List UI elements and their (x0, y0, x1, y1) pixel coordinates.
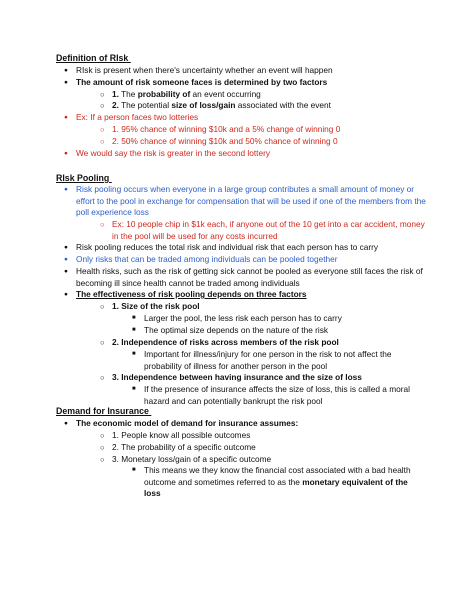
list-item: ● Ex: If a person faces two lotteries (64, 112, 199, 122)
list-item: ○ 1. People know all possible outcomes (100, 430, 251, 440)
bullet-circle-icon: ○ (100, 443, 105, 452)
list-item: ● Risk pooling occurs when everyone in a large group contributes a small amount of money or effort to the pool in exchange for compensation that will be used if one of the members from the poll experience loss (64, 184, 426, 217)
bullet-disc-icon: ● (64, 150, 68, 157)
bullet-disc-icon: ● (64, 256, 68, 263)
bullet-circle-icon: ○ (100, 137, 105, 146)
bullet-square-icon: ■ (132, 315, 136, 321)
heading-demand-for-insurance: Demand for Insurance (56, 406, 152, 416)
bullet-square-icon: ■ (132, 351, 136, 357)
list-item: ○ 3. Independence between having insurance and the size of loss (100, 372, 362, 382)
bullet-disc-icon: ● (64, 291, 68, 298)
list-item: ■ This means we they know the financial cost associated with a bad health outcome and sometimes referred to as the monetary equivalent of the loss (132, 465, 411, 498)
list-item: ■ The optimal size depends on the nature of the risk (132, 325, 329, 335)
list-item: ○ Ex: 10 people chip in $1k each, if anyone out of the 10 get into a car accident, money in the pool will be used for any costs incurred (100, 219, 425, 241)
list-item: ● The effectiveness of risk pooling depends on three factors (64, 289, 307, 299)
list-item: ● Risk pooling reduces the total risk and individual risk that each person has to carry (64, 242, 379, 252)
bullet-square-icon: ■ (132, 327, 136, 333)
list-item: ■ If the presence of insurance affects the size of loss, this is called a moral hazard and can potentially bankrupt the risk pool (132, 384, 410, 406)
bullet-disc-icon: ● (64, 186, 68, 193)
list-item: ● The amount of risk someone faces is determined by two factors (64, 77, 328, 87)
list-item: ○ 1. 95% chance of winning $10k and a 5% change of winning 0 (100, 124, 341, 134)
heading-risk-pooling: RIsk Pooling (56, 173, 112, 183)
bullet-circle-icon: ○ (100, 302, 105, 311)
bullet-circle-icon: ○ (100, 338, 105, 347)
list-item: ○ 2. The probability of a specific outcome (100, 442, 256, 452)
bullet-disc-icon: ● (64, 67, 68, 74)
list-item: ○ 3. Monetary loss/gain of a specific outcome (100, 454, 272, 464)
list-item: ○ 1. Size of the risk pool (100, 301, 200, 311)
bullet-circle-icon: ○ (100, 101, 105, 110)
bullet-disc-icon: ● (64, 244, 68, 251)
list-item: ○ 2. 50% chance of winning $10k and 50% chance of winning 0 (100, 136, 338, 146)
list-item: ○ 2. Independence of risks across members of the risk pool (100, 337, 339, 347)
bullet-disc-icon: ● (64, 114, 68, 121)
list-item: ○ 2. The potential size of loss/gain associated with the event (100, 100, 331, 110)
bullet-circle-icon: ○ (100, 220, 105, 229)
bullet-circle-icon: ○ (100, 125, 105, 134)
list-item: ● Health risks, such as the risk of getting sick cannot be pooled as everyone still faces the risk of becoming ill since health cannot be traded among individuals (64, 266, 423, 288)
bullet-disc-icon: ● (64, 79, 68, 86)
list-item: ■ Larger the pool, the less risk each person has to carry (132, 313, 342, 323)
list-item: ● We would say the risk is greater in the second lottery (64, 148, 270, 158)
bullet-circle-icon: ○ (100, 455, 105, 464)
bullet-circle-icon: ○ (100, 431, 105, 440)
bullet-square-icon: ■ (132, 467, 136, 473)
list-item: ● The economic model of demand for insurance assumes: (64, 418, 299, 428)
list-item: ■ Important for illness/injury for one person in the risk to not affect the probability of illness for another person in the pool (132, 349, 392, 371)
heading-definition-of-risk: Definition of RIsk (56, 53, 131, 63)
bullet-circle-icon: ○ (100, 90, 105, 99)
bullet-circle-icon: ○ (100, 373, 105, 382)
list-item: ○ 1. The probability of an event occurring (100, 89, 261, 99)
list-item: ● Only risks that can be traded among individuals can be pooled together (64, 254, 338, 264)
bullet-disc-icon: ● (64, 420, 68, 427)
bullet-square-icon: ■ (132, 386, 136, 392)
bullet-disc-icon: ● (64, 268, 68, 275)
list-item: ● RIsk is present when there's uncertainty whether an event will happen (64, 65, 333, 75)
